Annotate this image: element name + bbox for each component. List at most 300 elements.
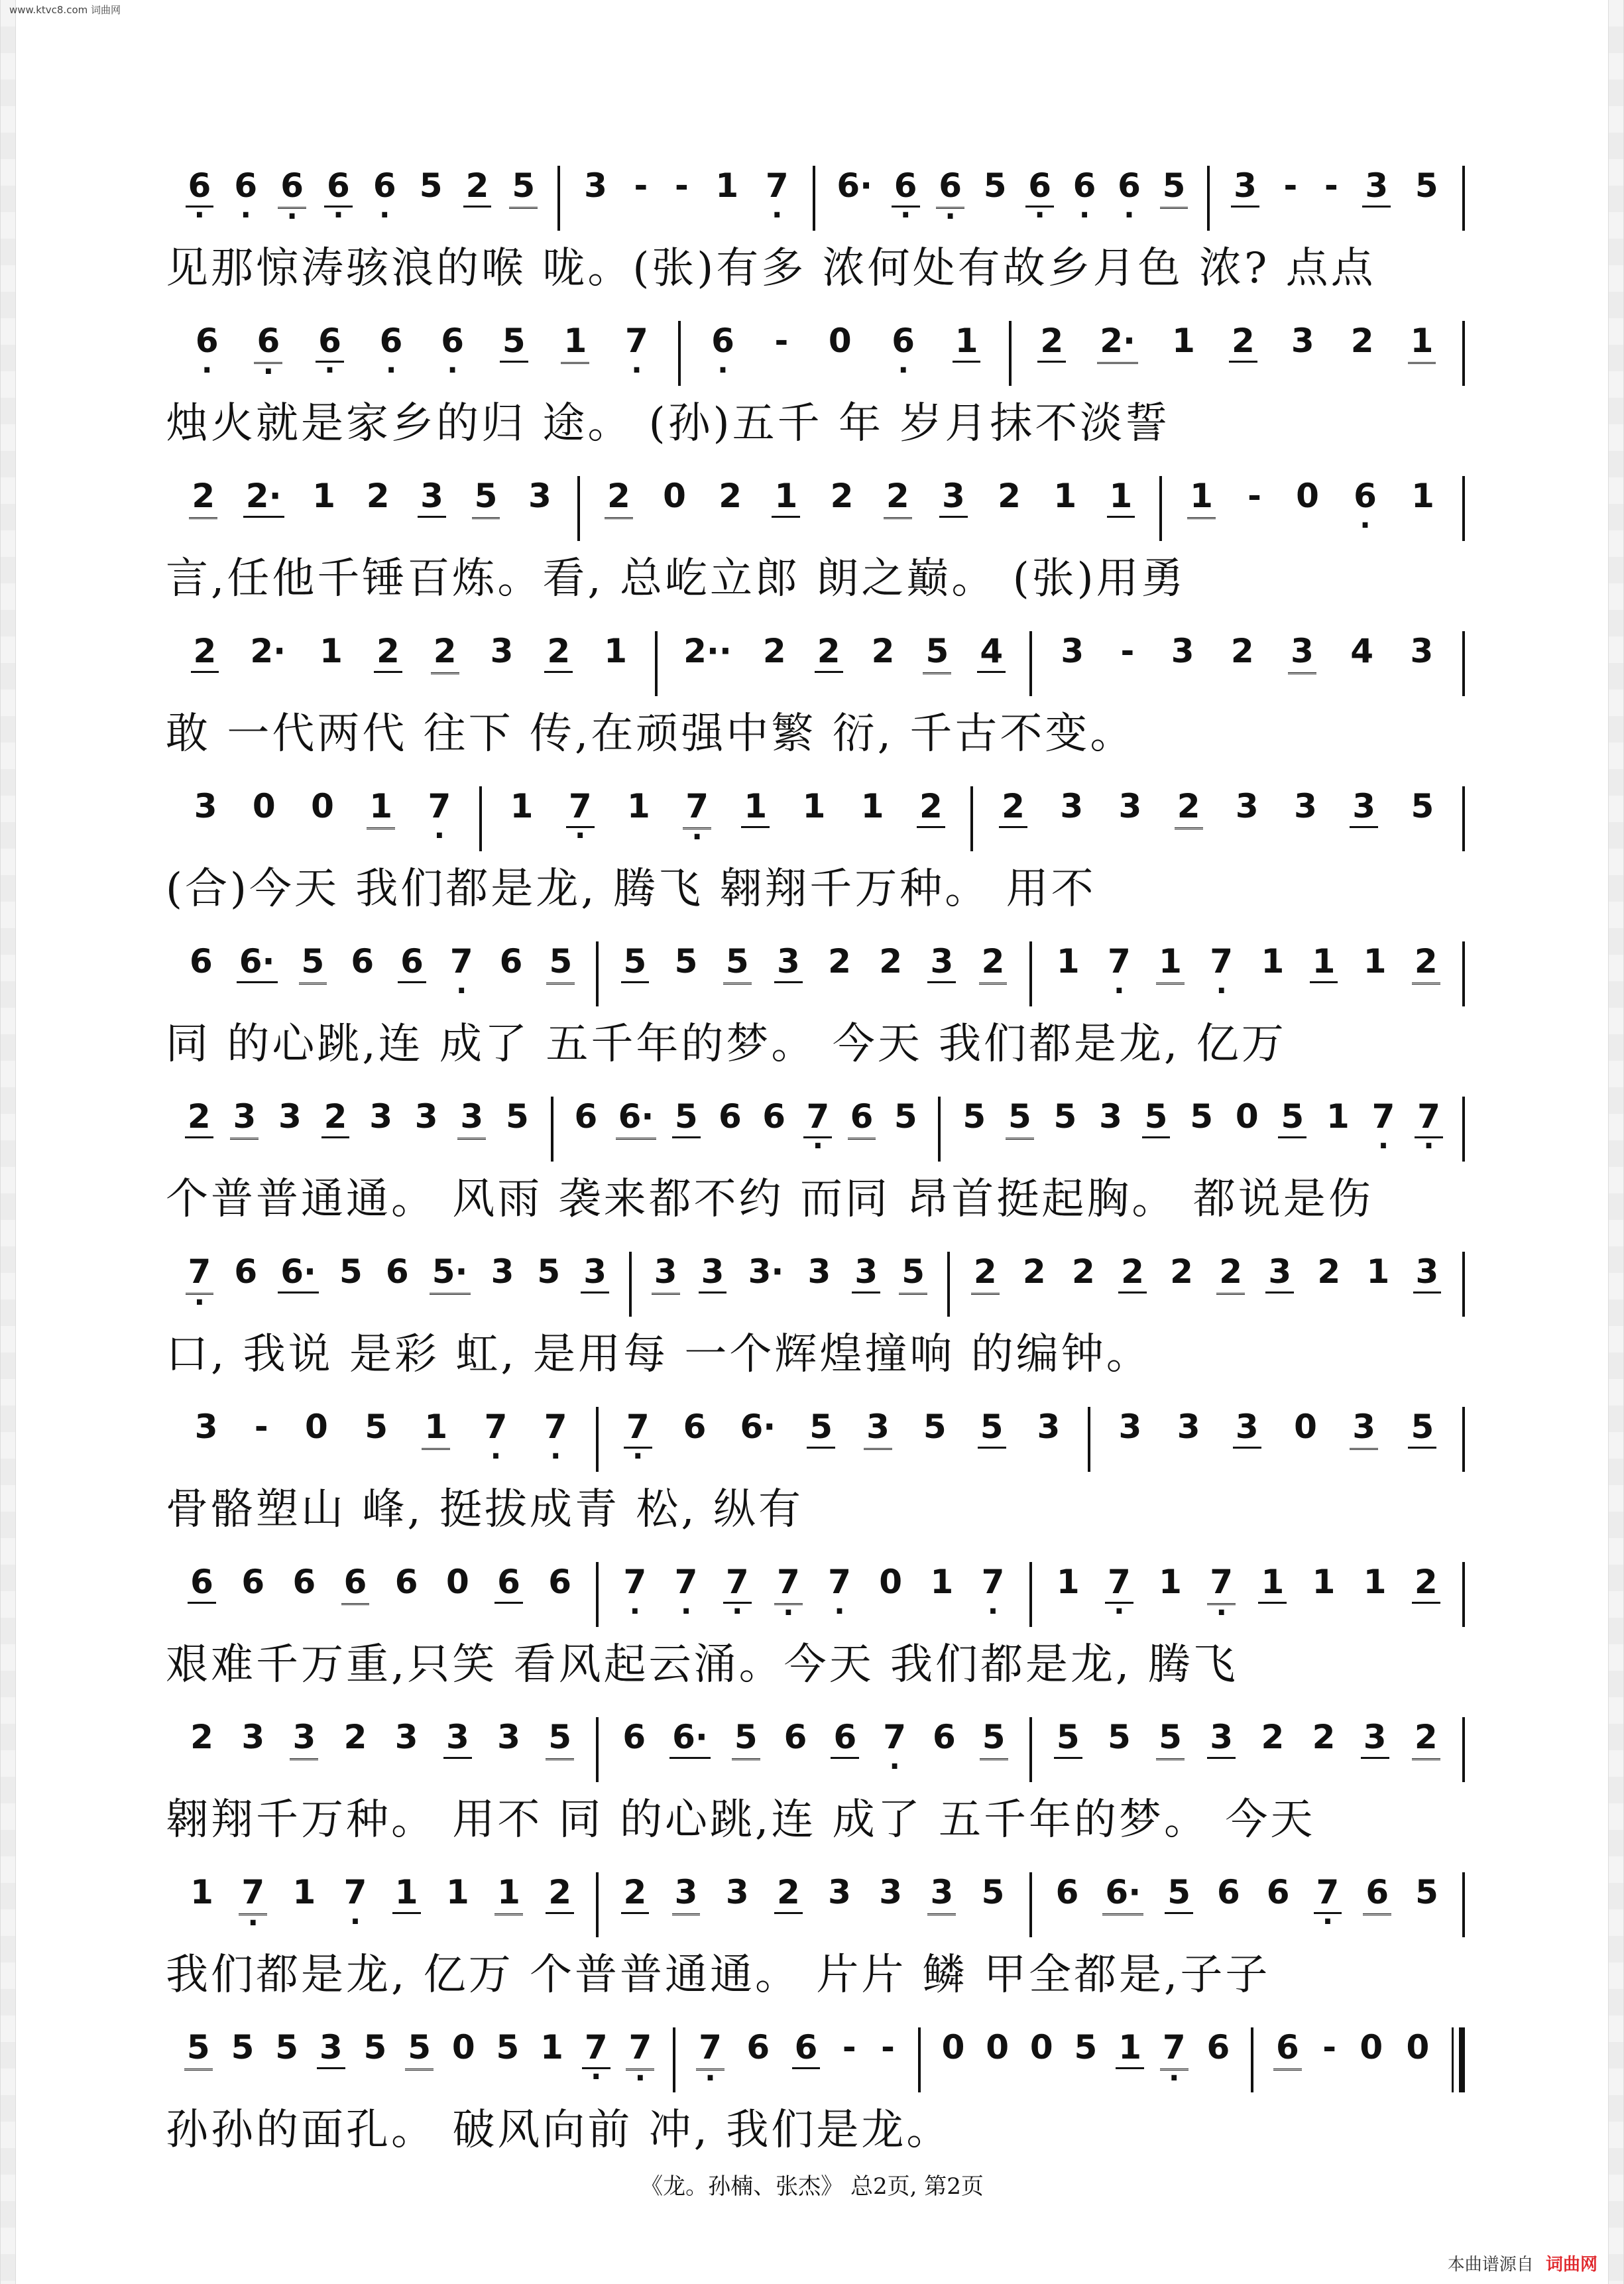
note: 3 bbox=[490, 632, 514, 670]
note: 3 bbox=[1350, 786, 1378, 828]
barline bbox=[1462, 941, 1465, 1006]
note: 6 bbox=[1273, 2027, 1302, 2071]
note: 1 bbox=[190, 1873, 213, 1911]
note: 3 bbox=[1294, 787, 1317, 825]
measure bbox=[921, 2027, 1251, 2094]
notation-line bbox=[166, 1407, 1465, 1473]
note: 2 bbox=[1216, 1252, 1245, 1295]
extension-dash: - bbox=[634, 166, 648, 205]
lyrics-line: 言,任他千锤百炼。看, 总屹立郎 朗之巅。 (张)用勇 bbox=[166, 554, 1187, 603]
note: 0 bbox=[305, 1408, 328, 1446]
extension-dash: - bbox=[254, 1408, 268, 1446]
left-margin-strip bbox=[0, 0, 16, 2284]
note: 0 bbox=[828, 322, 852, 360]
note: 3· bbox=[748, 1252, 784, 1291]
measure bbox=[560, 166, 813, 232]
page-footer: 《龙。孙楠、张杰》 总2页, 第2页 bbox=[640, 2173, 984, 2200]
measure bbox=[599, 1407, 1088, 1473]
note: 0 bbox=[1294, 1408, 1317, 1446]
note: 3 bbox=[852, 1252, 880, 1293]
note: 3 bbox=[1361, 1717, 1389, 1759]
note: 6 bbox=[241, 1563, 265, 1601]
measure bbox=[1253, 2027, 1452, 2094]
note: 3 bbox=[278, 1097, 302, 1136]
note: 3 bbox=[672, 1872, 701, 1915]
measure bbox=[973, 786, 1462, 853]
note: 6 · bbox=[371, 166, 399, 206]
note: 5 bbox=[1054, 1717, 1082, 1759]
note: 1 bbox=[627, 787, 650, 825]
notation-line bbox=[166, 1097, 1465, 1163]
note: 5 bbox=[509, 166, 538, 209]
note: 2 bbox=[544, 631, 573, 673]
note: 6· bbox=[669, 1717, 711, 1759]
note: 1 bbox=[494, 1872, 523, 1915]
note: 1 bbox=[1053, 477, 1077, 515]
note: 2 bbox=[1118, 1252, 1147, 1293]
note: 6 bbox=[351, 942, 375, 981]
note: 7 · bbox=[1415, 1097, 1443, 1138]
note: 2 bbox=[191, 631, 219, 673]
note: 5 bbox=[923, 631, 951, 674]
note: 2 bbox=[605, 476, 633, 519]
source-label: 本曲谱源自 bbox=[1447, 2255, 1534, 2275]
note: 5 bbox=[546, 941, 575, 985]
note: 1 bbox=[1310, 941, 1338, 983]
note: 1 bbox=[860, 787, 884, 825]
note: 0 bbox=[663, 477, 686, 515]
note: 3 bbox=[1177, 1408, 1200, 1446]
note: 5 bbox=[1278, 1097, 1306, 1138]
note: 7 · bbox=[239, 1872, 267, 1915]
note: 3 bbox=[1350, 1407, 1378, 1450]
note: 1 bbox=[1326, 1097, 1350, 1136]
note: 0 bbox=[1406, 2028, 1430, 2067]
note: 2 bbox=[998, 477, 1021, 515]
note: 0 bbox=[445, 1563, 469, 1601]
barline bbox=[1462, 166, 1465, 231]
note: 0 bbox=[1360, 2028, 1383, 2067]
extension-dash: - bbox=[774, 322, 789, 360]
note: 3 bbox=[1118, 1408, 1142, 1446]
note: 6 bbox=[574, 1097, 598, 1136]
note: 3 bbox=[241, 1718, 265, 1756]
note: 5 bbox=[1408, 1407, 1436, 1449]
measure bbox=[1090, 1407, 1462, 1473]
note: 3 bbox=[774, 941, 803, 983]
note: 6 · bbox=[254, 321, 282, 364]
note: 5 bbox=[983, 166, 1007, 205]
note: 2 bbox=[431, 631, 459, 674]
note: 3 bbox=[394, 1718, 418, 1756]
notation-line bbox=[166, 1252, 1465, 1318]
note: 7 · bbox=[683, 786, 711, 829]
note: 3 bbox=[927, 941, 956, 983]
note: 5 bbox=[546, 1717, 574, 1760]
note: 6 · bbox=[438, 321, 467, 361]
note: 1 bbox=[561, 321, 589, 364]
note: 2 bbox=[1412, 941, 1440, 985]
measure bbox=[166, 321, 678, 387]
note: 6 bbox=[792, 2027, 821, 2069]
note: 6 bbox=[499, 942, 523, 981]
note: 2 bbox=[762, 632, 786, 670]
measure bbox=[482, 786, 971, 853]
lyrics-line: 翱翔千万种。 用不 同 的心跳,连 成了 五千年的梦。 今天 bbox=[166, 1795, 1316, 1844]
note: 6 · bbox=[1351, 476, 1379, 516]
barline bbox=[1462, 1252, 1465, 1317]
note: 7 · bbox=[626, 2027, 654, 2071]
note: 1 bbox=[445, 1873, 469, 1911]
score-system bbox=[166, 1704, 1465, 1859]
score-sheet bbox=[166, 152, 1465, 2169]
measure bbox=[941, 1097, 1462, 1163]
score-system bbox=[166, 1859, 1465, 2014]
extension-dash: - bbox=[674, 166, 689, 205]
measure bbox=[166, 631, 655, 697]
note: 7 · bbox=[624, 1407, 652, 1449]
measure bbox=[658, 631, 1029, 697]
score-system bbox=[166, 1238, 1465, 1394]
note: 7 · bbox=[582, 2027, 610, 2069]
note: 5 bbox=[1053, 1097, 1077, 1136]
note: 7 · bbox=[1207, 941, 1236, 981]
note: 6 · bbox=[231, 166, 260, 206]
note: 4 bbox=[977, 631, 1006, 673]
note: 3 bbox=[1099, 1097, 1122, 1136]
note: 6 · bbox=[1115, 166, 1143, 206]
note: 6 bbox=[494, 1562, 523, 1604]
note: 5 bbox=[807, 1407, 835, 1449]
note: 2 bbox=[1312, 1718, 1336, 1756]
score-system bbox=[166, 2014, 1465, 2169]
note: 3 bbox=[725, 1873, 749, 1911]
extension-dash: - bbox=[1324, 166, 1338, 205]
measure bbox=[1032, 1562, 1462, 1628]
score-system bbox=[166, 618, 1465, 773]
note: 1 bbox=[604, 632, 627, 670]
note: 5 bbox=[299, 941, 327, 985]
note: 2· bbox=[243, 476, 284, 518]
note: 0 bbox=[252, 787, 276, 825]
note: 5 bbox=[231, 2028, 255, 2067]
note: 6· bbox=[278, 1252, 319, 1293]
note: 6 bbox=[719, 1097, 742, 1136]
note: 3 bbox=[497, 1718, 520, 1756]
note: 3 bbox=[1118, 787, 1142, 825]
note: 6 bbox=[1055, 1873, 1079, 1911]
note: 2 bbox=[884, 476, 912, 519]
note: 5 bbox=[980, 1717, 1008, 1760]
barline bbox=[1462, 1562, 1465, 1627]
note: 7 · bbox=[482, 1407, 510, 1447]
lyrics-line: 口, 我说 是彩 虹, 是用每 一个辉煌撞响 的编钟。 bbox=[166, 1330, 1151, 1379]
note: 7 · bbox=[621, 1562, 650, 1602]
note: 0 bbox=[451, 2028, 475, 2067]
note: 2 bbox=[185, 1097, 213, 1138]
note: 3 bbox=[443, 1717, 472, 1759]
note: 2 bbox=[1229, 321, 1257, 363]
note: 6· bbox=[616, 1097, 657, 1140]
score-system bbox=[166, 1549, 1465, 1704]
note: 1 bbox=[1312, 1563, 1336, 1601]
score-system bbox=[166, 463, 1465, 618]
score-system bbox=[166, 773, 1465, 928]
extension-dash: - bbox=[1120, 632, 1135, 670]
measure bbox=[580, 476, 1159, 542]
note: 3 bbox=[1291, 322, 1314, 360]
note: 2 bbox=[374, 631, 402, 673]
note: 7 · bbox=[622, 321, 651, 361]
note: 6 · bbox=[193, 321, 221, 361]
notation-line bbox=[166, 476, 1465, 542]
note: 7 · bbox=[672, 1562, 701, 1602]
extension-dash: - bbox=[1322, 2028, 1336, 2067]
note: 3 bbox=[828, 1873, 851, 1911]
measure bbox=[166, 1562, 596, 1628]
brand-logo: 词曲网 bbox=[1545, 2255, 1597, 2275]
note: 5 bbox=[732, 1717, 760, 1760]
right-margin-strip bbox=[1608, 0, 1624, 2284]
measure bbox=[599, 941, 1029, 1008]
note: 6 bbox=[746, 2028, 770, 2067]
note: 2 bbox=[828, 942, 851, 981]
note: 1 bbox=[1056, 1563, 1080, 1601]
note: 7 · bbox=[979, 1562, 1008, 1602]
note: 2 bbox=[546, 1872, 574, 1914]
note: 5 bbox=[894, 1097, 917, 1136]
note: 6 bbox=[622, 1718, 646, 1756]
measure bbox=[599, 1562, 1029, 1628]
measure bbox=[166, 2027, 673, 2094]
note: 1 bbox=[392, 1872, 421, 1914]
note: 3 bbox=[927, 1872, 956, 1915]
measure bbox=[632, 1252, 947, 1318]
note: 3 bbox=[1207, 1717, 1236, 1759]
note: 5 bbox=[899, 1252, 927, 1295]
note: 1 bbox=[715, 166, 739, 205]
note: 1 bbox=[1107, 476, 1135, 518]
note: 2 bbox=[1170, 1252, 1193, 1291]
lyrics-line: 见那惊涛骇浪的喉 咙。(张)有多 浓何处有故乡月色 浓? 点点 bbox=[166, 244, 1376, 293]
note: 7 · bbox=[566, 786, 595, 828]
note: 1 bbox=[510, 787, 534, 825]
note: 7 · bbox=[1314, 1872, 1342, 1914]
note: 6 bbox=[341, 1562, 370, 1605]
note: 2 bbox=[366, 477, 390, 515]
note: 6 · bbox=[377, 321, 406, 361]
note: 6 bbox=[385, 1252, 409, 1291]
note: 5 bbox=[405, 2027, 434, 2071]
lyrics-line: 我们都是龙, 亿万 个普普通通。 片片 鳞 甲全都是,子子 bbox=[166, 1951, 1271, 2000]
note: 3 bbox=[939, 476, 968, 518]
note: 2 bbox=[1350, 322, 1374, 360]
note: 6 bbox=[189, 942, 213, 981]
note: 5 bbox=[672, 1097, 701, 1138]
measure bbox=[950, 1252, 1462, 1318]
note: 1 bbox=[1172, 322, 1195, 360]
note: 6 bbox=[292, 1563, 316, 1601]
note: 0 bbox=[311, 787, 334, 825]
note: 7 · bbox=[825, 1562, 854, 1602]
note: 6· bbox=[1102, 1872, 1143, 1915]
note: 3 bbox=[528, 477, 551, 515]
notation-line bbox=[166, 166, 1465, 232]
note: 5 bbox=[419, 166, 443, 205]
note: 6 · bbox=[892, 166, 920, 208]
barline bbox=[1462, 321, 1465, 386]
note: 3 bbox=[1037, 1408, 1061, 1446]
note: 5 bbox=[1160, 166, 1189, 209]
note: 3 bbox=[230, 1097, 259, 1140]
note: 5 bbox=[1142, 1097, 1171, 1138]
note: 3 bbox=[699, 1252, 727, 1293]
barline bbox=[1462, 631, 1465, 696]
note: 5 bbox=[621, 941, 650, 983]
note: 2 bbox=[1230, 632, 1254, 670]
notation-line bbox=[166, 321, 1465, 387]
note: 2 bbox=[1412, 1717, 1440, 1760]
note: 5 bbox=[978, 1407, 1006, 1449]
note: 0 bbox=[1235, 1097, 1259, 1136]
note: 2· bbox=[1097, 321, 1138, 364]
note: 2 bbox=[1412, 1562, 1440, 1604]
note: 7 · bbox=[774, 1562, 803, 1605]
note: 5 bbox=[363, 2028, 387, 2067]
note: 6 bbox=[1206, 2028, 1230, 2067]
note: 3 bbox=[369, 1097, 392, 1136]
note: 2 bbox=[1317, 1252, 1341, 1291]
measure bbox=[675, 2027, 917, 2094]
measure bbox=[553, 1097, 939, 1163]
note: 6 bbox=[398, 941, 426, 983]
note: 2 bbox=[463, 166, 492, 208]
note: 2 bbox=[1175, 786, 1203, 829]
notation-line bbox=[166, 1562, 1465, 1628]
note: 6 bbox=[762, 1097, 786, 1136]
note: 1 bbox=[1159, 1563, 1182, 1601]
note: 3 bbox=[1171, 632, 1194, 670]
measure bbox=[166, 1872, 596, 1939]
note: 6· bbox=[740, 1408, 776, 1446]
note: 7 · bbox=[763, 166, 791, 206]
note: 2·· bbox=[683, 632, 732, 670]
note: 5 bbox=[923, 1408, 947, 1446]
note: 6 · bbox=[709, 321, 737, 361]
measure bbox=[166, 476, 577, 542]
score-system bbox=[166, 928, 1465, 1083]
site-header[interactable]: www.ktvc8.com 词曲网 bbox=[9, 4, 121, 16]
note: 6 · bbox=[316, 321, 344, 363]
note: 5· bbox=[430, 1252, 471, 1295]
lyrics-line: 孙孙的面孔。 破风向前 冲, 我们是龙。 bbox=[166, 2106, 952, 2155]
note: 1 bbox=[772, 476, 800, 518]
note: 5 bbox=[981, 1873, 1005, 1911]
measure bbox=[1032, 1717, 1462, 1783]
note: 6· bbox=[237, 941, 278, 983]
note: 0 bbox=[986, 2028, 1010, 2067]
note: 5 bbox=[505, 1097, 529, 1136]
source-credit[interactable] bbox=[1448, 2251, 1597, 2275]
note: 6 bbox=[783, 1718, 807, 1756]
measure bbox=[1210, 166, 1462, 232]
note: 3 bbox=[1410, 632, 1434, 670]
notation-line bbox=[166, 2027, 1465, 2094]
note: 7 · bbox=[447, 941, 476, 981]
barline bbox=[1462, 1407, 1465, 1472]
note: 2 bbox=[999, 786, 1027, 828]
note: 6 bbox=[394, 1563, 418, 1601]
note: 7 · bbox=[723, 1562, 752, 1604]
measure bbox=[166, 786, 479, 853]
measure bbox=[815, 166, 1207, 232]
note: 7 · bbox=[186, 1252, 214, 1295]
measure bbox=[166, 1097, 551, 1163]
note: 3 bbox=[1413, 1252, 1442, 1293]
extension-dash: - bbox=[1283, 166, 1298, 205]
note: 7 · bbox=[425, 786, 453, 826]
note: 7 · bbox=[341, 1872, 370, 1912]
note: 1 bbox=[1116, 2027, 1144, 2069]
note: 2 bbox=[979, 941, 1008, 985]
note: 1 bbox=[953, 321, 981, 363]
note: 7 · bbox=[1369, 1097, 1398, 1136]
note: 7 · bbox=[1105, 1562, 1133, 1604]
note: 2 bbox=[774, 1872, 803, 1914]
lyrics-line: 骨骼塑山 峰, 挺拔成青 松, 纵有 bbox=[166, 1485, 804, 1534]
note: 0 bbox=[879, 1563, 903, 1601]
note: 3 bbox=[194, 1408, 218, 1446]
note: 3 bbox=[864, 1407, 892, 1450]
note: 0 bbox=[1296, 477, 1319, 515]
score-system bbox=[166, 1394, 1465, 1549]
note: 3 bbox=[418, 476, 446, 518]
note: 2 bbox=[1261, 1718, 1285, 1756]
note: 3 bbox=[652, 1252, 680, 1295]
barline bbox=[1462, 1097, 1465, 1162]
measure bbox=[1012, 321, 1462, 387]
note: 5 bbox=[962, 1097, 986, 1136]
note: 3 bbox=[414, 1097, 438, 1136]
note: 5 bbox=[674, 942, 698, 981]
note: 3 bbox=[491, 1252, 514, 1291]
note: 3 bbox=[1061, 632, 1084, 670]
note: 5 bbox=[275, 2028, 299, 2067]
note: 2 bbox=[815, 631, 843, 673]
note: 1 bbox=[1156, 941, 1185, 985]
note: 3 bbox=[457, 1097, 486, 1140]
note: 3 bbox=[581, 1252, 609, 1293]
note: 1 bbox=[292, 1873, 316, 1911]
barline bbox=[1462, 786, 1465, 851]
note: 3 bbox=[1233, 1407, 1261, 1449]
measure bbox=[166, 1717, 596, 1783]
note: 5 bbox=[1156, 1717, 1185, 1760]
note: 5 bbox=[1165, 1872, 1193, 1914]
note: 5 bbox=[496, 2028, 520, 2067]
note: 1 bbox=[540, 2028, 563, 2067]
note: 7 · bbox=[1207, 1562, 1236, 1605]
note: 6 · bbox=[324, 166, 353, 208]
note: 2 bbox=[917, 786, 945, 828]
note: 6 · bbox=[1025, 166, 1054, 208]
measure bbox=[166, 1407, 596, 1473]
note: 1 bbox=[1056, 942, 1080, 981]
barline bbox=[1462, 1872, 1465, 1937]
note: 2 bbox=[621, 1872, 650, 1914]
measure bbox=[166, 941, 596, 1008]
note: 5 bbox=[339, 1252, 363, 1291]
